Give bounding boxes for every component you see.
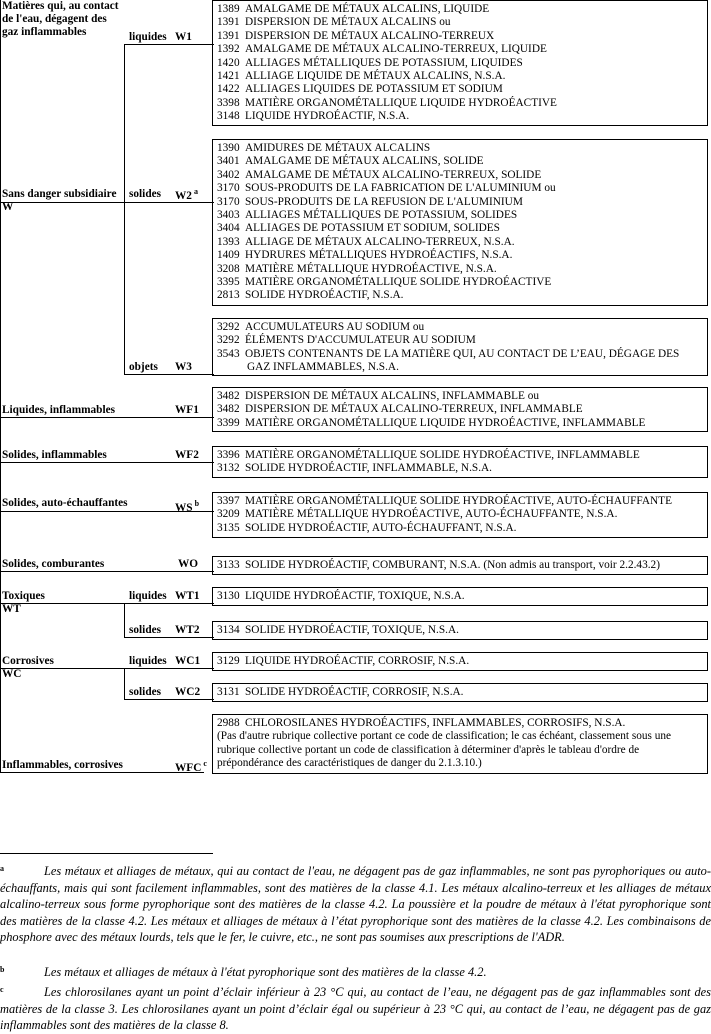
- footnote-text: Les métaux et alliages de métaux, qui au contact de l'eau, ne dégagent pas de gaz inflammables, ne sont pas pyrophoriques ou auto-échauffants, mais qui sont facilement inflammables, sont des matières de la classe 4.1. Les métaux alcalino-terreux et les alliages de métaux alcalino-terreux sous forme pyrophorique sont des matières de la classe 4.2. La poussière et la poudre de métaux à l'état pyrophorique sont des matières de la classe 4.2. Les métaux et alliages de métaux à l’état pyrophorique sont des matières de la classe 4.2. Les combinaisons de phosphore avec des métaux lourds, tels que le fer, le cuivre, etc., ne sont pas soumises aux prescriptions de l'ADR.: [0, 864, 711, 944]
- tree-line-w3: [124, 374, 214, 375]
- code-wfc-text: WFC: [175, 762, 202, 774]
- entry-row: [217, 249, 703, 262]
- un-number: 3129: [217, 655, 240, 667]
- entry-row: [217, 97, 703, 110]
- entry-name: OBJETS CONTENANTS DE LA MATIÈRE QUI, AU CONTACT DE L’EAU, DÉGAGE DES: [245, 347, 680, 360]
- code-wf2: WF2: [175, 449, 199, 461]
- group-wfc-label: Inflammables, corrosives: [2, 759, 123, 771]
- entry-row: [217, 390, 703, 403]
- tree-line-wf1: [0, 417, 214, 418]
- tree-line-w1: [124, 44, 214, 45]
- entry-row: [217, 655, 703, 668]
- un-number: 3404: [217, 222, 240, 235]
- group-title: [2, 0, 119, 39]
- un-number: 3403: [217, 209, 240, 222]
- un-number: 3209: [217, 508, 240, 521]
- entry-row: [217, 70, 703, 83]
- footnote-marker: b: [0, 965, 5, 974]
- entry-row: [217, 236, 703, 249]
- group-w-name: Sans danger subsidiaire: [2, 188, 117, 200]
- un-number: 1420: [217, 56, 240, 69]
- tree-line-ws: [0, 511, 214, 512]
- entry-row: [217, 321, 703, 334]
- entry-row: [217, 276, 703, 289]
- un-number: 3398: [217, 96, 240, 109]
- entry-row: [217, 334, 703, 347]
- entry-row: [217, 508, 703, 521]
- entry-name: MATIÈRE ORGANOMÉTALLIQUE LIQUIDE HYDROÉACTIVE, INFLAMMABLE: [245, 416, 646, 429]
- entry-row: [217, 559, 703, 572]
- entry-row: [217, 403, 703, 416]
- box-w2: [212, 139, 708, 306]
- footnote-a: [0, 863, 711, 946]
- un-number: 3395: [217, 276, 240, 289]
- entry-row: [217, 196, 703, 209]
- un-number: 3133: [217, 559, 240, 571]
- entry-name: SOLIDE HYDROÉACTIF, N.S.A.: [245, 289, 404, 302]
- un-number: 2813: [217, 289, 240, 302]
- footnote-c: [0, 984, 711, 1034]
- tree-line-wo: [0, 571, 214, 572]
- un-number: 3482: [217, 403, 240, 416]
- code-wt1: WT1: [175, 590, 200, 602]
- entry-name: ALLIAGES LIQUIDES DE POTASSIUM ET SODIUM: [245, 83, 503, 96]
- un-number: 3399: [217, 416, 240, 429]
- group-wf2-label: Solides, inflammables: [2, 449, 107, 461]
- tree-line-wc1: [124, 668, 214, 669]
- un-number: 1391: [217, 29, 240, 42]
- wfc-note-line: (Pas d'autre rubrique collective portant ce code de classification; le cas échéant, classement sous une: [217, 730, 672, 743]
- entry-name: CHLOROSILANES HYDROÉACTIFS, INFLAMMABLES, CORROSIFS, N.S.A.: [245, 717, 626, 729]
- un-number: 1389: [217, 3, 240, 15]
- box-wt1: [212, 587, 708, 606]
- un-number: 3135: [217, 521, 240, 534]
- un-number: 1421: [217, 70, 240, 83]
- code-w1: W1: [175, 31, 192, 43]
- group-w-code: W: [2, 201, 14, 213]
- group-wo-label: Solides, comburantes: [2, 558, 105, 570]
- entry-name: ALLIAGES DE POTASSIUM ET SODIUM, SOLIDES: [245, 222, 500, 235]
- entry-name: MATIÈRE MÉTALLIQUE HYDROÉACTIVE, N.S.A.: [245, 262, 497, 275]
- un-number: 3402: [217, 168, 240, 181]
- code-wf1: WF1: [175, 404, 199, 416]
- entry-row: [217, 289, 703, 302]
- box-wc1: [212, 652, 708, 671]
- code-w2-text: W2: [175, 190, 192, 202]
- wfc-note-line: prépondérance des caractéristiques de danger du 2.1.3.10.): [217, 757, 482, 769]
- box-wc2: [212, 683, 708, 702]
- entry-row: [217, 348, 703, 361]
- entry-name: AMIDURES DE MÉTAUX ALCALINS: [245, 142, 431, 154]
- entry-row: [217, 495, 703, 508]
- sub-solides-wc2: solides: [129, 686, 162, 698]
- footnote-marker: c: [0, 985, 4, 994]
- entry-name: SOUS-PRODUITS DE LA REFUSION DE L'ALUMINIUM: [245, 195, 523, 208]
- un-number: 3208: [217, 262, 240, 275]
- entry-name: ALLIAGES MÉTALLIQUES DE POTASSIUM, SOLIDES: [245, 209, 518, 222]
- sub-liquides-w1: liquides: [129, 31, 167, 43]
- entry-row: [217, 57, 703, 70]
- entry-name: AMALGAME DE MÉTAUX ALCALINS, SOLIDE: [245, 155, 484, 168]
- sub-liquides-wc1: liquides: [129, 655, 167, 667]
- tree-line-wt2: [124, 637, 214, 638]
- entry-name: MATIÈRE MÉTALLIQUE HYDROÉACTIVE, AUTO-ÉCHAUFFANTE, N.S.A.: [245, 508, 618, 521]
- un-number: 1391: [217, 16, 240, 29]
- tree-main-vertical: [0, 0, 1, 772]
- group-ws-label: Solides, auto-échauffantes: [2, 497, 128, 509]
- un-number: 3401: [217, 155, 240, 168]
- sub-solides-wt2: solides: [129, 624, 162, 636]
- un-number: 3134: [217, 624, 240, 636]
- group-wc-name: Corrosives: [2, 655, 54, 667]
- code-wt2: WT2: [175, 624, 200, 636]
- footnote-separator: [0, 853, 213, 854]
- footnote-text: Les métaux et alliages de métaux à l'état pyrophorique sont des matières de la classe 4.2.: [44, 965, 487, 979]
- tree-line-wt1: [124, 603, 214, 604]
- un-number: 3148: [217, 110, 240, 123]
- un-number: 1409: [217, 249, 240, 262]
- entry-name: SOLIDE HYDROÉACTIF, TOXIQUE, N.S.A.: [245, 624, 459, 636]
- sub-objets-w3: objets: [129, 361, 158, 373]
- entry-name: MATIÈRE ORGANOMÉTALLIQUE SOLIDE HYDROÉACTIVE, INFLAMMABLE: [245, 449, 640, 461]
- entry-name: DISPERSION DE MÉTAUX ALCALINS, INFLAMMABLE ou: [245, 390, 540, 402]
- tree-line-wf2: [0, 462, 214, 463]
- entry-name: ALLIAGE DE MÉTAUX ALCALINO-TERREUX, N.S.A.: [245, 235, 515, 248]
- entry-name: ALLIAGES MÉTALLIQUES DE POTASSIUM, LIQUIDES: [245, 56, 523, 69]
- tree-line-w2: [124, 202, 214, 203]
- footnote-text: Les chlorosilanes ayant un point d’éclair inférieur à 23 °C qui, au contact de l’eau, ne dégagent pas de gaz inflammables sont des matières de la classe 3. Les chlorosilanes ayant un point d’éclair égal ou supérieur à 23 °C qui, au contact de l’eau, ne dégagent pas de gaz inflammables sont des matières de la classe 8.: [0, 985, 711, 1032]
- code-w3: W3: [175, 361, 192, 373]
- entry-name: DISPERSION DE MÉTAUX ALCALINS ou: [245, 16, 451, 29]
- entry-name: SOLIDE HYDROÉACTIF, CORROSIF, N.S.A.: [245, 686, 464, 698]
- entry-row: [217, 717, 703, 730]
- entry-name: SOLIDE HYDROÉACTIF, COMBURANT, N.S.A. (Non admis au transport, voir 2.2.43.2): [245, 559, 660, 571]
- footnote-ref-c: c: [203, 759, 207, 768]
- entry-name: SOLIDE HYDROÉACTIF, AUTO-ÉCHAUFFANT, N.S.A.: [245, 521, 517, 534]
- entry-row: [217, 3, 703, 16]
- tree-line-wc: [0, 668, 124, 669]
- un-number: 3396: [217, 449, 240, 461]
- entry-row: [217, 182, 703, 195]
- box-ws: [212, 492, 708, 538]
- group-wt-code: WT: [2, 603, 21, 615]
- code-ws-text: WS: [175, 502, 193, 514]
- un-number: 3132: [217, 462, 240, 475]
- tree-line-wc2: [124, 699, 214, 700]
- un-number: 1392: [217, 43, 240, 56]
- entry-name: GAZ INFLAMMABLES, N.S.A.: [247, 361, 399, 374]
- entry-name: DISPERSION DE MÉTAUX ALCALINO-TERREUX: [245, 29, 495, 42]
- entry-name: DISPERSION DE MÉTAUX ALCALINO-TERREUX, INFLAMMABLE: [245, 403, 583, 416]
- entry-name: HYDRURES MÉTALLIQUES HYDROÉACTIFS, N.S.A.: [245, 249, 513, 262]
- un-number: 1390: [217, 142, 240, 154]
- group-title-line: de l'eau, dégagent des: [2, 13, 107, 25]
- code-wo: WO: [178, 558, 199, 570]
- box-w3: [212, 318, 708, 376]
- code-wc1: WC1: [175, 655, 201, 667]
- tree-line-w: [0, 202, 124, 203]
- tree-line-wt: [0, 603, 124, 604]
- un-number: 3397: [217, 495, 240, 507]
- footnote-b: [0, 964, 711, 981]
- entry-name: ÉLÉMENTS D'ACCUMULATEUR AU SODIUM: [245, 334, 476, 347]
- entry-name: SOLIDE HYDROÉACTIF, INFLAMMABLE, N.S.A.: [245, 462, 493, 475]
- entry-row: [217, 222, 703, 235]
- entry-row: [217, 142, 703, 155]
- box-wf2: [212, 446, 708, 478]
- entry-name: LIQUIDE HYDROÉACTIF, N.S.A.: [245, 110, 410, 123]
- entry-name: MATIÈRE ORGANOMÉTALLIQUE SOLIDE HYDROÉACTIVE: [245, 276, 552, 289]
- tree-line-wfc: [0, 772, 204, 773]
- sub-liquides-wt1: liquides: [129, 590, 167, 602]
- footnote-marker: a: [0, 864, 4, 873]
- entry-name: LIQUIDE HYDROÉACTIF, TOXIQUE, N.S.A.: [245, 590, 465, 602]
- group-wc-code: WC: [2, 668, 22, 680]
- wfc-note-line: rubrique collective portant un code de classification à déterminer d'après le tableau d'ordre de: [217, 743, 640, 756]
- entry-row: [217, 209, 703, 222]
- entry-row: [217, 417, 703, 430]
- un-number: 3130: [217, 590, 240, 602]
- un-number: 1422: [217, 83, 240, 96]
- un-number: 3170: [217, 182, 240, 195]
- entry-row-continued: [217, 361, 703, 374]
- un-number: 3482: [217, 390, 240, 402]
- group-title-line: Matières qui, au contact: [2, 0, 119, 12]
- entry-row: [217, 624, 703, 637]
- footnote-ref-b: b: [194, 499, 200, 508]
- un-number: 3292: [217, 321, 240, 333]
- tree-w-vertical: [124, 44, 125, 374]
- entry-row: [217, 590, 703, 603]
- entry-row: [217, 155, 703, 168]
- entry-row: [217, 522, 703, 535]
- box-wf1: [212, 387, 708, 432]
- entry-name: MATIÈRE ORGANOMÉTALLIQUE SOLIDE HYDROÉACTIVE, AUTO-ÉCHAUFFANTE: [245, 495, 672, 507]
- entry-row: [217, 449, 703, 462]
- footnote-ref-a: a: [193, 187, 198, 196]
- code-w2: [175, 185, 198, 203]
- entry-row: [217, 30, 703, 43]
- entry-row: [217, 169, 703, 182]
- group-wt-name: Toxiques: [2, 590, 45, 602]
- entry-row: [217, 462, 703, 475]
- un-number: 3292: [217, 334, 240, 347]
- un-number: 2988: [217, 717, 240, 729]
- entry-row: [217, 83, 703, 96]
- un-number: 1393: [217, 235, 240, 248]
- box-wfc: [212, 714, 708, 774]
- box-wo: [212, 556, 708, 575]
- box-w1: [212, 0, 708, 126]
- group-w-label: [2, 188, 116, 214]
- sub-solides-w2: solides: [129, 188, 162, 200]
- entry-row: [217, 16, 703, 29]
- entry-row: [217, 686, 703, 699]
- entry-name: SOUS-PRODUITS DE LA FABRICATION DE L'ALUMINIUM ou: [245, 182, 556, 195]
- entry-name: MATIÈRE ORGANOMÉTALLIQUE LIQUIDE HYDROÉACTIVE: [245, 96, 557, 109]
- box-wt2: [212, 621, 708, 640]
- entry-name: LIQUIDE HYDROÉACTIF, CORROSIF, N.S.A.: [245, 655, 470, 667]
- un-number: 3170: [217, 195, 240, 208]
- entry-row: [217, 263, 703, 276]
- entry-name: AMALGAME DE MÉTAUX ALCALINO-TERREUX, LIQUIDE: [245, 43, 547, 56]
- tree-wt-vertical: [124, 603, 125, 637]
- group-wf1-label: Liquides, inflammables: [2, 404, 115, 416]
- code-ws: [175, 497, 199, 515]
- entry-name: AMALGAME DE MÉTAUX ALCALINO-TERREUX, SOLIDE: [245, 168, 542, 181]
- un-number: 3543: [217, 347, 240, 360]
- entry-name: AMALGAME DE MÉTAUX ALCALINS, LIQUIDE: [245, 3, 490, 15]
- code-wc2: WC2: [175, 686, 201, 698]
- group-title-line: gaz inflammables: [2, 26, 87, 38]
- tree-wc-vertical: [124, 668, 125, 699]
- entry-name: ALLIAGE LIQUIDE DE MÉTAUX ALCALINS, N.S.A.: [245, 70, 506, 83]
- un-number: 3131: [217, 686, 240, 698]
- entry-row: [217, 110, 703, 123]
- entry-row: [217, 43, 703, 56]
- entry-name: ACCUMULATEURS AU SODIUM ou: [245, 321, 425, 333]
